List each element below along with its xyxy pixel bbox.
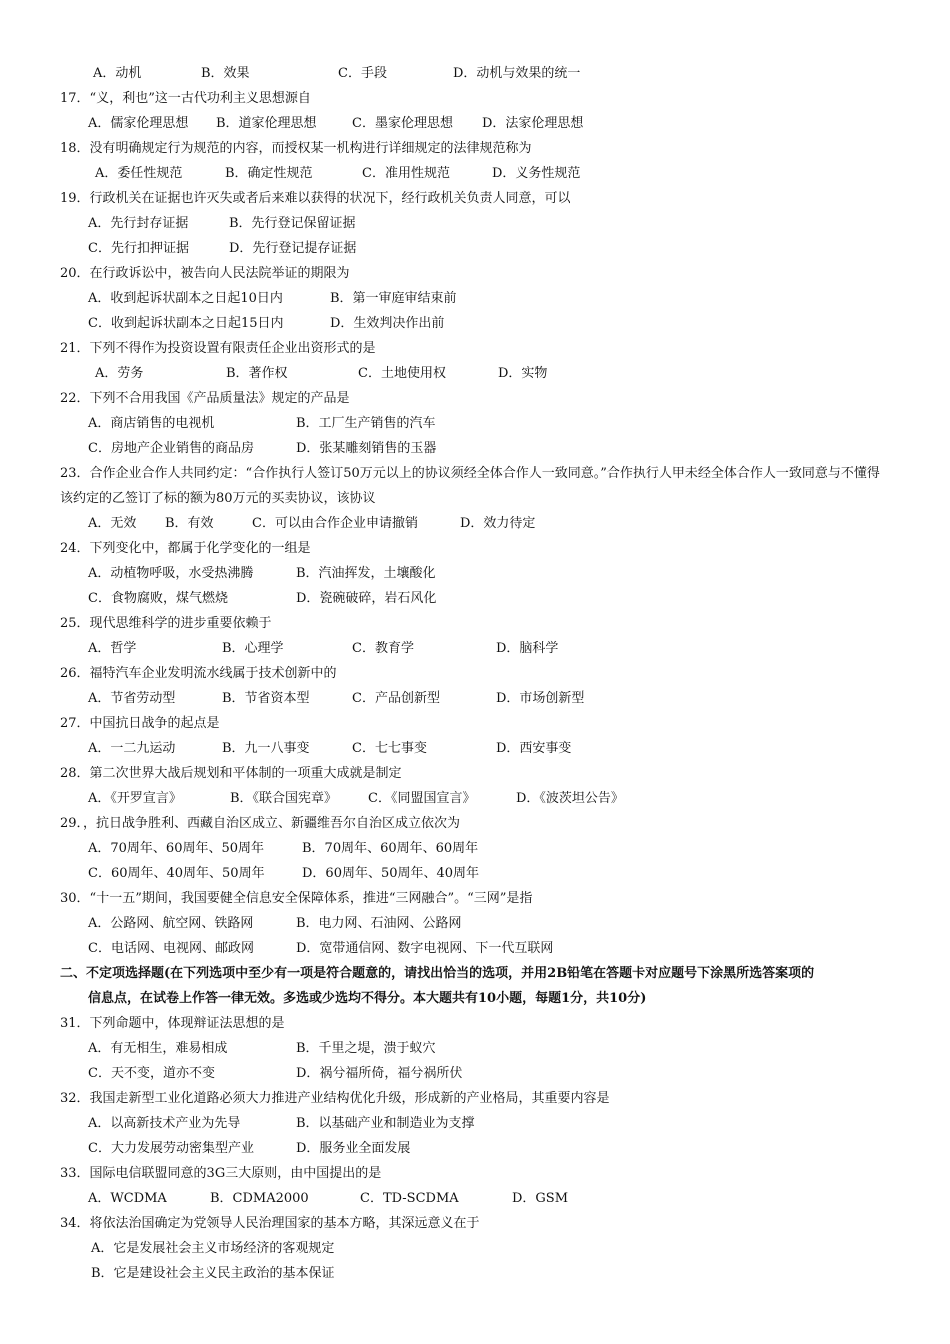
question-stem: 18．没有明确规定行为规范的内容，而授权某一机构进行详细规定的法律规范称为 (60, 141, 532, 156)
answer-option: A．商店销售的电视机 (88, 416, 215, 431)
answer-option: A．先行封存证据 (88, 216, 189, 231)
answer-option: C．墨家伦理思想 (352, 116, 453, 131)
question-stem: 26．福特汽车企业发明流水线属于技术创新中的 (60, 666, 337, 681)
option-row (0, 686, 950, 711)
answer-option: A．节省劳动型 (88, 691, 176, 706)
answer-option: A．公路网、航空网、铁路网 (88, 916, 254, 931)
answer-option: D．动机与效果的统一 (453, 66, 581, 81)
option-row (0, 861, 950, 886)
answer-option: C．土地使用权 (358, 366, 446, 381)
answer-option: B．第一审庭审结束前 (330, 291, 457, 306)
option-row (0, 436, 950, 461)
question-stem: 19．行政机关在证据也许灭失或者后来难以获得的状况下，经行政机关负责人同意，可以 (60, 191, 571, 206)
answer-option: B．工厂生产销售的汽车 (296, 416, 436, 431)
answer-option: A．哲学 (88, 641, 137, 656)
answer-option: D．60周年、50周年、40周年 (302, 866, 480, 881)
answer-option: C．天不变，道亦不变 (88, 1066, 215, 1081)
answer-option: B．确定性规范 (225, 166, 313, 181)
answer-option: A．《开罗宣言》 (88, 791, 182, 806)
answer-option: D．GSM (512, 1191, 569, 1206)
exam-document (0, 61, 950, 1286)
question-stem: 31．下列命题中，体现辩证法思想的是 (60, 1016, 285, 1031)
answer-option: A．动植物呼吸，水受热沸腾 (88, 566, 254, 581)
answer-option: A．以高新技术产业为先导 (88, 1116, 241, 1131)
answer-option: C．收到起诉状副本之日起15日内 (88, 316, 284, 331)
option-row (0, 1111, 950, 1136)
answer-option: A．收到起诉状副本之日起10日内 (88, 291, 283, 306)
question-stem: 29．，抗日战争胜利、西藏自治区成立、新疆维吾尔自治区成立依次为 (60, 816, 461, 831)
answer-option: D．脑科学 (496, 641, 559, 656)
answer-option: D．服务业全面发展 (296, 1141, 411, 1156)
option-row (0, 311, 950, 336)
question-stem: 30．“十一五”期间，我国要健全信息安全保障体系，推进“三网融合”。“三网”是指 (60, 891, 533, 906)
answer-option: D．张某雕刻销售的玉器 (296, 441, 437, 456)
answer-option: A．有无相生，难易相成 (88, 1041, 228, 1056)
answer-option: B．以基础产业和制造业为支撑 (296, 1116, 475, 1131)
answer-option: B．它是建设社会主义民主政治的基本保证 (91, 1266, 335, 1281)
question-stem: 32．我国走新型工业化道路必须大力推进产业结构优化升级，形成新的产业格局，其重要内容是 (60, 1091, 610, 1106)
option-row (0, 911, 950, 936)
answer-option: B．CDMA2000 (210, 1191, 309, 1206)
option-row (0, 936, 950, 961)
question-stem: 33．国际电信联盟同意的3G三大原则，由中国提出的是 (60, 1166, 382, 1181)
option-row (0, 786, 950, 811)
question-stem: 28．第二次世界大战后规划和平体制的一项重大成就是制定 (60, 766, 402, 781)
answer-option: D．先行登记提存证据 (229, 241, 357, 256)
option-row (0, 836, 950, 861)
answer-option: B．70周年、60周年、60周年 (302, 841, 479, 856)
answer-option: C．TD-SCDMA (360, 1191, 459, 1206)
answer-option: C．七七事变 (352, 741, 427, 756)
answer-option: C．手段 (338, 66, 387, 81)
answer-option: A．WCDMA (88, 1191, 167, 1206)
answer-option: C．准用性规范 (362, 166, 450, 181)
answer-option: B．汽油挥发，土壤酸化 (296, 566, 436, 581)
option-row (0, 1036, 950, 1061)
option-row (0, 636, 950, 661)
section-heading (0, 961, 890, 1011)
answer-option: D．祸兮福所倚，福兮祸所伏 (296, 1066, 463, 1081)
answer-option: B．效果 (201, 66, 250, 81)
section-heading-line2: 信息点，在试卷上作答一律无效。多选或少选均不得分。本大题共有10小题，每题1分，共10分) (88, 991, 647, 1006)
option-row (0, 1186, 950, 1211)
answer-option: C．教育学 (352, 641, 414, 656)
answer-option: A．动机 (93, 66, 142, 81)
answer-option: C．可以由合作企业申请撤销 (252, 516, 418, 531)
answer-option: B．九一八事变 (222, 741, 310, 756)
question-stem: 17．“义，利也”这一古代功利主义思想源自 (60, 91, 311, 106)
question-stem: 24．下列变化中，都属于化学变化的一组是 (60, 541, 311, 556)
answer-option: B．有效 (165, 516, 214, 531)
answer-option: A．70周年、60周年、50周年 (88, 841, 265, 856)
answer-option: B．节省资本型 (222, 691, 310, 706)
option-row (0, 586, 950, 611)
answer-option: D．《波茨坦公告》 (516, 791, 624, 806)
answer-option: C．60周年、40周年、50周年 (88, 866, 265, 881)
question-stem: 34．将依法治国确定为党领导人民治理国家的基本方略，其深远意义在于 (60, 1216, 480, 1231)
answer-option: A．儒家伦理思想 (88, 116, 189, 131)
answer-option: B．著作权 (226, 366, 288, 381)
answer-option: B．电力网、石油网、公路网 (296, 916, 462, 931)
answer-option: A．一二九运动 (88, 741, 176, 756)
answer-option: A．劳务 (95, 366, 144, 381)
question-stem: 25．现代思维科学的进步重要依赖于 (60, 616, 272, 631)
option-row (0, 1136, 950, 1161)
option-row (0, 286, 950, 311)
option-row (0, 211, 950, 236)
answer-option: C．大力发展劳动密集型产业 (88, 1141, 254, 1156)
option-row (0, 236, 950, 261)
answer-option: C．先行扣押证据 (88, 241, 189, 256)
answer-option: B．心理学 (222, 641, 284, 656)
answer-option: D．义务性规范 (492, 166, 581, 181)
answer-option: D．生效判决作出前 (330, 316, 445, 331)
answer-option: A．委任性规范 (95, 166, 183, 181)
answer-option: C．《同盟国宣言》 (368, 791, 476, 806)
answer-option: D．实物 (498, 366, 548, 381)
option-row (0, 361, 950, 386)
option-row (0, 61, 950, 86)
answer-option: D．市场创新型 (496, 691, 585, 706)
option-row (0, 1061, 950, 1086)
answer-option: D．法家伦理思想 (482, 116, 584, 131)
question-stem: 20．在行政诉讼中，被告向人民法院举证的期限为 (60, 266, 350, 281)
answer-option: B．道家伦理思想 (216, 116, 317, 131)
answer-option: A．它是发展社会主义市场经济的客观规定 (91, 1241, 335, 1256)
option-row (0, 561, 950, 586)
option-row (0, 511, 950, 536)
question-stem: 27．中国抗日战争的起点是 (60, 716, 220, 731)
answer-option: C．食物腐败，煤气燃烧 (88, 591, 228, 606)
option-row (0, 411, 950, 436)
option-row (0, 111, 950, 136)
answer-option: C．产品创新型 (352, 691, 440, 706)
answer-option: D．西安事变 (496, 741, 572, 756)
answer-option: C．房地产企业销售的商品房 (88, 441, 254, 456)
option-row (0, 736, 950, 761)
answer-option: B．千里之堤，溃于蚁穴 (296, 1041, 436, 1056)
answer-option: B．《联合国宪章》 (230, 791, 338, 806)
answer-option: D．瓷碗破碎，岩石风化 (296, 591, 437, 606)
answer-option: B．先行登记保留证据 (229, 216, 356, 231)
answer-option: D．宽带通信网、数字电视网、下一代互联网 (296, 941, 554, 956)
answer-option: A．无效 (88, 516, 137, 531)
option-row (0, 1236, 950, 1261)
option-row (0, 1261, 950, 1286)
question-stem: 23．合作企业合作人共同约定：“合作执行人签订50万元以上的协议须经全体合作人一致同意。”合作执行人甲未经全体合作人一致同意与不懂得该约定的乙签订了标的额为80万元的买卖协议，该协议 (60, 466, 880, 506)
answer-option: C．电话网、电视网、邮政网 (88, 941, 254, 956)
question-stem: 21．下列不得作为投资设置有限责任企业出资形式的是 (60, 341, 376, 356)
answer-option: D．效力待定 (460, 516, 536, 531)
section-heading-line1: 二、不定项选择题(在下列选项中至少有一项是符合题意的，请找出恰当的选项，并用2B铅笔在答题卡对应题号下涂黑所选答案项的 (60, 966, 815, 981)
question-stem: 22．下列不合用我国《产品质量法》规定的产品是 (60, 391, 350, 406)
option-row (0, 161, 950, 186)
